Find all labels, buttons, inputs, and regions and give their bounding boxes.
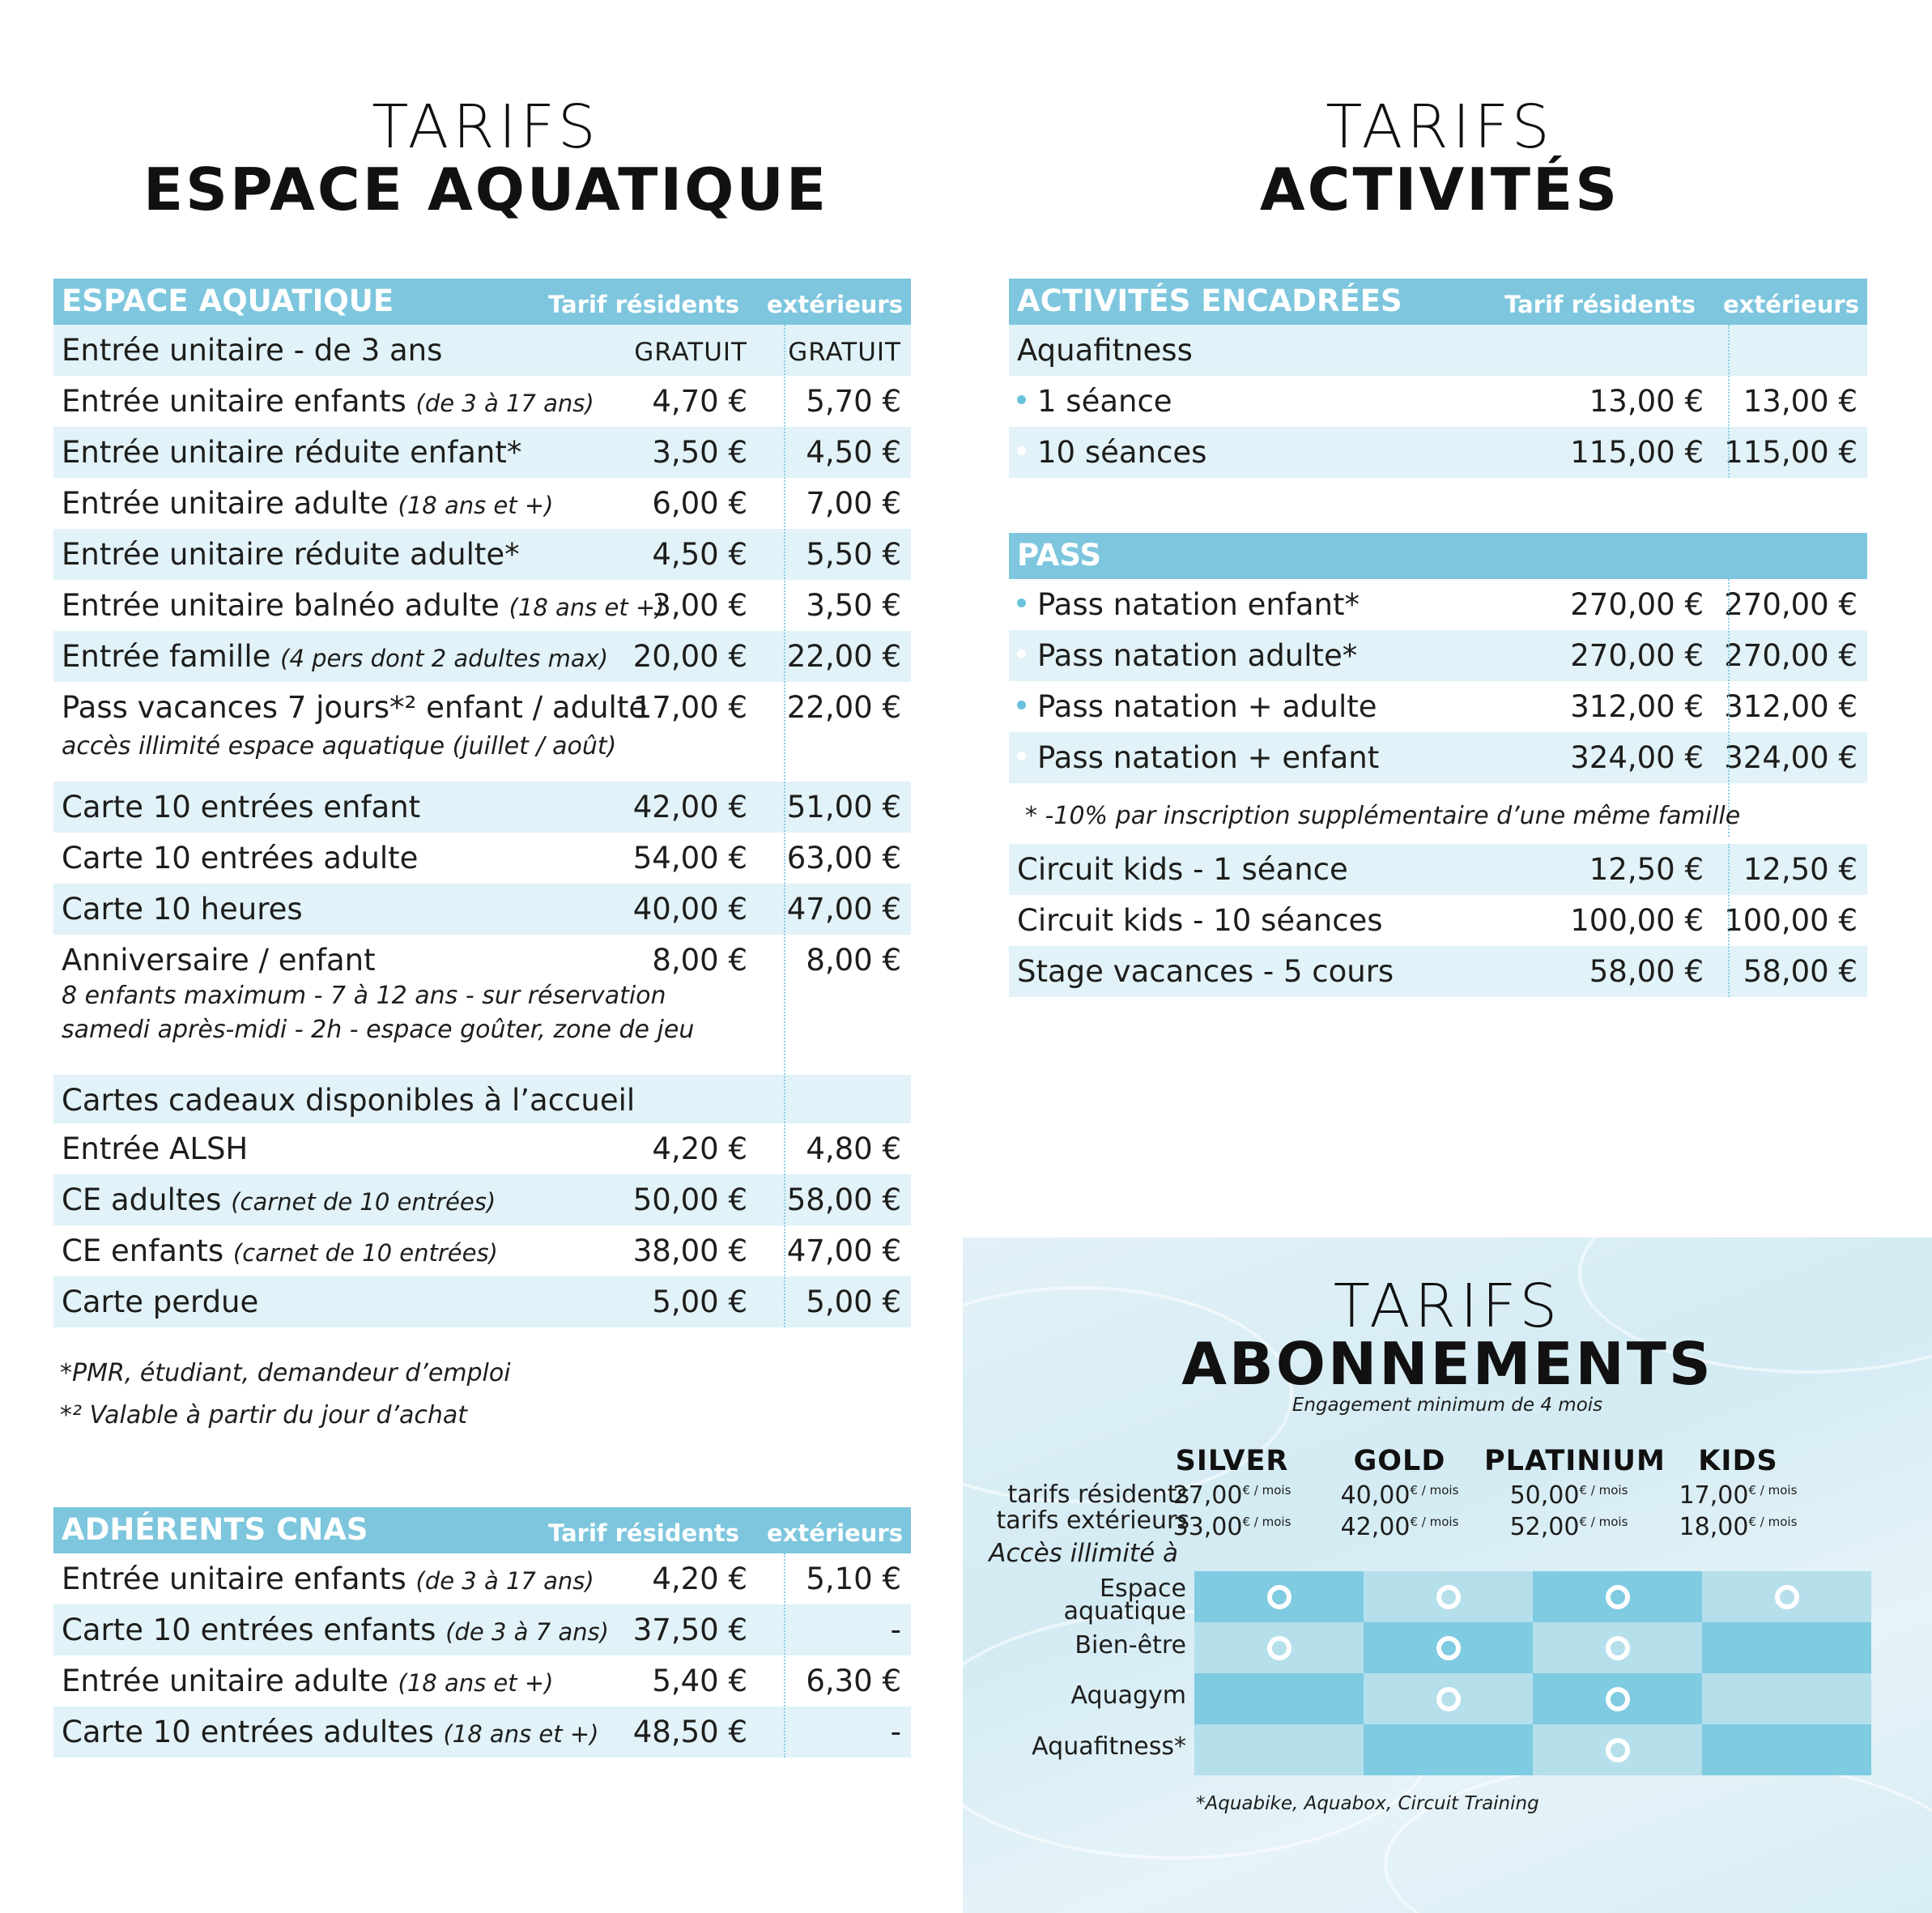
bullet-icon bbox=[1017, 701, 1026, 709]
price-residents: 20,00 € bbox=[632, 639, 747, 674]
feature-cell bbox=[1533, 1571, 1702, 1622]
plan-price-ext bbox=[1653, 1509, 1823, 1540]
engagement-note: Engagement minimum de 4 mois bbox=[1292, 1395, 1603, 1416]
price-residents: 4,70 € bbox=[652, 384, 747, 419]
price-residents: 40,00 € bbox=[632, 892, 747, 927]
price-residents: 54,00 € bbox=[632, 841, 747, 876]
row-label-qualifier: (18 ans et +) bbox=[443, 1720, 599, 1748]
row-label bbox=[1017, 333, 1193, 368]
price-exterieurs: 3,50 € bbox=[806, 588, 901, 623]
row-label bbox=[1017, 638, 1357, 673]
table-row bbox=[53, 833, 911, 884]
feature-cell bbox=[1194, 1622, 1364, 1673]
feature-cell bbox=[1364, 1673, 1533, 1724]
adherents-cnas-table bbox=[53, 1507, 911, 1757]
row-label-text: Pass natation adulte* bbox=[1037, 638, 1358, 673]
bullet-icon bbox=[1017, 599, 1026, 607]
table-row bbox=[53, 427, 911, 478]
header-col-exterieurs: extérieurs bbox=[1722, 291, 1859, 318]
row-label-text: Carte 10 entrées adultes bbox=[62, 1715, 434, 1749]
table-row bbox=[1009, 579, 1867, 630]
price-residents: 270,00 € bbox=[1570, 587, 1704, 622]
column-separator bbox=[1728, 844, 1730, 997]
abonnements-panel bbox=[963, 1238, 1932, 1913]
price-exterieurs: 47,00 € bbox=[786, 1233, 901, 1268]
price-exterieurs: 4,50 € bbox=[806, 435, 901, 470]
row-label bbox=[62, 1083, 635, 1118]
plan-name: PLATINIUM bbox=[1484, 1445, 1666, 1477]
feature-cell bbox=[1194, 1673, 1364, 1724]
price-exterieurs: 270,00 € bbox=[1724, 587, 1858, 622]
feature-label: Bien-être bbox=[1075, 1631, 1186, 1659]
plan-price-res bbox=[1653, 1477, 1823, 1509]
price-exterieurs: 5,00 € bbox=[806, 1285, 901, 1319]
row-label bbox=[62, 435, 521, 470]
plan-price-ext bbox=[1147, 1509, 1317, 1540]
table-row bbox=[53, 1276, 911, 1327]
row-label bbox=[62, 588, 665, 623]
row-label-text: Stage vacances - 5 cours bbox=[1017, 954, 1394, 989]
row-label bbox=[62, 639, 608, 674]
feature-label: Espace aquatique bbox=[1063, 1574, 1186, 1625]
row-label-text: Carte 10 entrées enfants bbox=[62, 1613, 436, 1647]
title-activites bbox=[1035, 92, 1845, 224]
row-label bbox=[62, 333, 442, 368]
row-label-text: Cartes cadeaux disponibles à l’accueil bbox=[62, 1083, 636, 1118]
table-row bbox=[53, 580, 911, 631]
column-separator bbox=[1728, 325, 1730, 478]
table-row bbox=[53, 631, 911, 682]
label-acces-illimite: Accès illimité à bbox=[989, 1539, 1178, 1568]
price-exterieurs: 22,00 € bbox=[786, 690, 901, 725]
header-title: ESPACE AQUATIQUE bbox=[62, 283, 394, 318]
header-col-exterieurs: extérieurs bbox=[766, 1519, 903, 1547]
row-label-qualifier: (carnet de 10 entrées) bbox=[231, 1188, 496, 1216]
header-title: PASS bbox=[1017, 538, 1101, 573]
price-exterieurs: 100,00 € bbox=[1724, 903, 1858, 938]
table-row bbox=[1009, 681, 1867, 732]
price-residents: 270,00 € bbox=[1570, 638, 1704, 673]
title-line1: TARIFS bbox=[1326, 92, 1554, 162]
row-label-text: Entrée unitaire réduite enfant* bbox=[62, 435, 522, 470]
table-row bbox=[53, 682, 911, 782]
price-exterieurs: 58,00 € bbox=[1743, 954, 1858, 989]
row-label-text: Entrée unitaire enfants bbox=[62, 1562, 406, 1596]
row-label-qualifier: (de 3 à 17 ans) bbox=[415, 1567, 594, 1595]
row-label-qualifier: (18 ans et +) bbox=[509, 594, 665, 621]
bullet-icon bbox=[1017, 650, 1026, 658]
row-label-text: Carte 10 entrées adulte bbox=[62, 841, 419, 876]
row-label-text: 1 séance bbox=[1037, 384, 1172, 419]
table-row bbox=[1009, 427, 1867, 478]
table-row bbox=[53, 884, 911, 935]
table-row bbox=[53, 1174, 911, 1225]
price-residents: 48,50 € bbox=[632, 1715, 747, 1749]
row-label-text: Entrée unitaire réduite adulte* bbox=[62, 537, 520, 572]
row-label bbox=[62, 1182, 496, 1217]
row-label-text: Circuit kids - 1 séance bbox=[1017, 852, 1348, 887]
price-residents: 17,00 € bbox=[632, 690, 747, 725]
price-exterieurs: 5,10 € bbox=[806, 1562, 901, 1596]
price-value: 52,00 bbox=[1509, 1513, 1580, 1541]
price-exterieurs: 270,00 € bbox=[1724, 638, 1858, 673]
column-separator bbox=[1728, 579, 1730, 837]
row-label-text: CE enfants bbox=[62, 1233, 224, 1268]
row-label bbox=[1017, 689, 1377, 724]
table-row bbox=[1009, 946, 1867, 997]
row-label bbox=[62, 1131, 248, 1166]
price-residents: GRATUIT bbox=[634, 338, 747, 367]
row-label bbox=[1017, 740, 1379, 775]
pass-table bbox=[1009, 533, 1867, 783]
table-row bbox=[1009, 895, 1867, 946]
included-icon bbox=[1775, 1585, 1799, 1609]
header-col-exterieurs: extérieurs bbox=[766, 291, 903, 318]
footnote-valable: *² Valable à partir du jour d’achat bbox=[60, 1401, 468, 1429]
row-label-text: 10 séances bbox=[1037, 435, 1207, 470]
table-row bbox=[53, 1553, 911, 1604]
row-label-text: CE adultes bbox=[62, 1182, 222, 1217]
price-residents: 58,00 € bbox=[1589, 954, 1704, 989]
price-residents: 37,50 € bbox=[632, 1613, 747, 1647]
bullet-icon bbox=[1017, 752, 1026, 761]
feature-cell bbox=[1533, 1622, 1702, 1673]
table-row bbox=[53, 1075, 911, 1123]
row-label bbox=[62, 1562, 594, 1596]
row-label-text: Entrée unitaire adulte bbox=[62, 1664, 389, 1698]
circuit-kids-table bbox=[1009, 844, 1867, 997]
row-label-qualifier: (4 pers dont 2 adultes max) bbox=[280, 645, 609, 672]
price-exterieurs: 58,00 € bbox=[786, 1182, 901, 1217]
header-col-residents: Tarif résidents bbox=[1504, 291, 1696, 318]
price-exterieurs: 12,50 € bbox=[1743, 852, 1858, 887]
table-row bbox=[53, 1604, 911, 1655]
price-exterieurs: 22,00 € bbox=[786, 639, 901, 674]
price-residents: 3,50 € bbox=[652, 435, 747, 470]
price-unit: € / mois bbox=[1410, 1515, 1459, 1529]
row-label-qualifier: (carnet de 10 entrées) bbox=[232, 1239, 498, 1267]
row-label bbox=[1017, 587, 1360, 622]
column-separator bbox=[784, 1553, 785, 1757]
included-icon bbox=[1606, 1585, 1630, 1609]
plan-name: GOLD bbox=[1353, 1445, 1446, 1477]
table-row bbox=[1009, 630, 1867, 681]
row-label-text: Entrée unitaire balnéo adulte bbox=[62, 588, 500, 623]
water-ripple-decoration bbox=[1384, 1756, 1932, 1913]
bullet-icon bbox=[1017, 446, 1026, 455]
row-label bbox=[62, 841, 418, 876]
header-col-residents: Tarif résidents bbox=[548, 1519, 739, 1547]
price-residents: 38,00 € bbox=[632, 1233, 747, 1268]
row-label bbox=[62, 1715, 598, 1749]
row-label bbox=[62, 1613, 609, 1647]
table-row bbox=[53, 1123, 911, 1174]
row-label bbox=[62, 943, 376, 978]
included-icon bbox=[1436, 1585, 1461, 1609]
row-label-qualifier: (de 3 à 17 ans) bbox=[415, 390, 594, 417]
price-exterieurs: - bbox=[890, 1715, 901, 1749]
price-exterieurs: 5,70 € bbox=[806, 384, 901, 419]
table-header bbox=[1009, 279, 1867, 325]
row-label-text: Circuit kids - 10 séances bbox=[1017, 903, 1383, 938]
row-label-qualifier: (18 ans et +) bbox=[398, 1669, 554, 1697]
feature-cell bbox=[1702, 1571, 1871, 1622]
feature-cell bbox=[1702, 1724, 1871, 1775]
price-exterieurs: 6,30 € bbox=[806, 1664, 901, 1698]
row-label-text: Aquafitness bbox=[1017, 333, 1193, 368]
plan-platinium bbox=[1484, 1445, 1666, 1541]
table-row bbox=[1009, 732, 1867, 783]
price-exterieurs: 4,80 € bbox=[806, 1131, 901, 1166]
table-row bbox=[53, 935, 911, 1075]
price-residents: 312,00 € bbox=[1570, 689, 1704, 724]
price-residents: 50,00 € bbox=[632, 1182, 747, 1217]
row-label-text: Carte 10 entrées enfant bbox=[62, 790, 421, 824]
title-line1: TARIFS bbox=[372, 92, 600, 162]
row-label bbox=[1017, 852, 1348, 887]
espace-aquatique-table bbox=[53, 279, 911, 1327]
title-line2: ABONNEMENTS bbox=[1181, 1330, 1713, 1398]
included-icon bbox=[1267, 1585, 1292, 1609]
row-label-text: Entrée ALSH bbox=[62, 1131, 249, 1166]
price-residents: 324,00 € bbox=[1570, 740, 1704, 775]
feature-cell bbox=[1194, 1724, 1364, 1775]
price-unit: € / mois bbox=[1410, 1483, 1459, 1498]
plan-price-res bbox=[1315, 1477, 1484, 1509]
included-icon bbox=[1436, 1687, 1461, 1711]
feature-cell bbox=[1364, 1622, 1533, 1673]
price-residents: 13,00 € bbox=[1589, 384, 1704, 419]
price-value: 42,00 bbox=[1340, 1513, 1411, 1541]
price-unit: € / mois bbox=[1579, 1483, 1628, 1498]
table-row bbox=[53, 529, 911, 580]
table-row bbox=[1009, 376, 1867, 427]
price-residents: 4,20 € bbox=[652, 1562, 747, 1596]
row-label-text: Entrée famille bbox=[62, 639, 271, 674]
price-residents: 6,00 € bbox=[652, 486, 747, 521]
row-label bbox=[62, 486, 553, 521]
price-value: 18,00 bbox=[1679, 1513, 1749, 1541]
row-label-text: Entrée unitaire adulte bbox=[62, 486, 389, 521]
included-icon bbox=[1267, 1636, 1292, 1660]
price-unit: € / mois bbox=[1242, 1483, 1292, 1498]
table-row bbox=[1009, 844, 1867, 895]
price-unit: € / mois bbox=[1579, 1515, 1628, 1529]
header-title: ACTIVITÉS ENCADRÉES bbox=[1017, 283, 1402, 318]
feature-label: Aquafitness* bbox=[1032, 1732, 1186, 1761]
price-residents: 5,00 € bbox=[652, 1285, 747, 1319]
table-row bbox=[53, 1225, 911, 1276]
plan-price-ext bbox=[1484, 1509, 1653, 1540]
price-residents: 100,00 € bbox=[1570, 903, 1704, 938]
table-row bbox=[53, 376, 911, 427]
feature-cell bbox=[1364, 1571, 1533, 1622]
plan-name: SILVER bbox=[1175, 1445, 1289, 1477]
row-label-text: Carte perdue bbox=[62, 1285, 259, 1319]
title-line1: TARIFS bbox=[1333, 1272, 1562, 1341]
price-value: 27,00 bbox=[1172, 1481, 1243, 1510]
feature-cell bbox=[1194, 1571, 1364, 1622]
plan-kids bbox=[1653, 1445, 1823, 1540]
row-label-text: Entrée unitaire enfants bbox=[62, 384, 406, 419]
included-icon bbox=[1606, 1687, 1630, 1711]
price-exterieurs: 115,00 € bbox=[1724, 435, 1858, 470]
row-label bbox=[62, 1664, 553, 1698]
row-label bbox=[62, 892, 303, 927]
activites-encadrees-table bbox=[1009, 279, 1867, 478]
price-unit: € / mois bbox=[1748, 1483, 1798, 1498]
row-label bbox=[1017, 435, 1206, 470]
title-line2: ACTIVITÉS bbox=[1259, 156, 1620, 224]
price-exterieurs: 7,00 € bbox=[806, 486, 901, 521]
table-row bbox=[53, 782, 911, 833]
table-row bbox=[53, 1706, 911, 1757]
price-exterieurs: 47,00 € bbox=[786, 892, 901, 927]
title-espace-aquatique bbox=[81, 92, 891, 224]
price-exterieurs: 51,00 € bbox=[786, 790, 901, 824]
feature-cell bbox=[1364, 1724, 1533, 1775]
price-value: 40,00 bbox=[1340, 1481, 1411, 1510]
feature-cell bbox=[1533, 1673, 1702, 1724]
table-row bbox=[1009, 325, 1867, 376]
row-label-qualifier: (18 ans et +) bbox=[398, 492, 554, 519]
price-residents: 4,50 € bbox=[652, 537, 747, 572]
row-label-qualifier: (de 3 à 7 ans) bbox=[445, 1618, 609, 1646]
row-label bbox=[62, 537, 520, 572]
table-row bbox=[53, 1655, 911, 1706]
row-label bbox=[62, 1233, 498, 1268]
feature-cell bbox=[1533, 1724, 1702, 1775]
footnote-pmr: *PMR, étudiant, demandeur d’emploi bbox=[60, 1359, 511, 1387]
price-residents: 12,50 € bbox=[1589, 852, 1704, 887]
plan-silver bbox=[1147, 1445, 1317, 1540]
table-row bbox=[53, 325, 911, 376]
price-residents: 8,00 € bbox=[652, 943, 747, 978]
plan-name: KIDS bbox=[1698, 1445, 1778, 1477]
price-residents: 5,40 € bbox=[652, 1664, 747, 1698]
price-exterieurs: 8,00 € bbox=[806, 943, 901, 978]
plan-price-ext bbox=[1315, 1509, 1484, 1540]
row-note: samedi après-midi - 2h - espace goûter, zone de jeu bbox=[62, 1016, 695, 1044]
row-label bbox=[1017, 954, 1394, 989]
price-exterieurs: - bbox=[890, 1613, 901, 1647]
row-label-text: Anniversaire / enfant bbox=[62, 943, 376, 978]
feature-cell bbox=[1702, 1673, 1871, 1724]
row-label-text: Pass natation + enfant bbox=[1037, 740, 1380, 775]
price-exterieurs: 5,50 € bbox=[806, 537, 901, 572]
label-tarifs-exterieurs: tarifs extérieurs bbox=[996, 1506, 1189, 1535]
row-label-text: Carte 10 heures bbox=[62, 892, 303, 927]
feature-label: Aquagym bbox=[1070, 1681, 1186, 1710]
row-label bbox=[62, 690, 647, 725]
row-label bbox=[62, 790, 420, 824]
plan-price-res bbox=[1147, 1477, 1317, 1509]
row-label-text: Pass natation enfant* bbox=[1037, 587, 1360, 622]
row-label-text: Pass vacances 7 jours*² enfant / adulte bbox=[62, 690, 648, 725]
label-tarifs-residents: tarifs résidents bbox=[1007, 1481, 1189, 1509]
price-value: 33,00 bbox=[1172, 1513, 1243, 1541]
row-note: 8 enfants maximum - 7 à 12 ans - sur réservation bbox=[62, 982, 666, 1010]
header-title: ADHÉRENTS CNAS bbox=[62, 1512, 368, 1547]
price-residents: 42,00 € bbox=[632, 790, 747, 824]
plan-gold bbox=[1315, 1445, 1484, 1540]
row-label bbox=[62, 384, 594, 419]
table-header bbox=[53, 279, 911, 325]
price-exterieurs: GRATUIT bbox=[788, 338, 901, 367]
price-exterieurs: 13,00 € bbox=[1743, 384, 1858, 419]
row-label bbox=[1017, 903, 1383, 938]
row-label-text: Pass natation + adulte bbox=[1037, 689, 1377, 724]
header-col-residents: Tarif résidents bbox=[548, 291, 739, 318]
row-label-text: Entrée unitaire - de 3 ans bbox=[62, 333, 443, 368]
price-unit: € / mois bbox=[1748, 1515, 1798, 1529]
pass-note: * -10% par inscription supplémentaire d’une même famille bbox=[1025, 802, 1741, 830]
included-icon bbox=[1606, 1738, 1630, 1762]
price-residents: 115,00 € bbox=[1570, 435, 1704, 470]
row-label bbox=[1017, 384, 1172, 419]
included-icon bbox=[1606, 1636, 1630, 1660]
price-value: 17,00 bbox=[1679, 1481, 1749, 1510]
row-label bbox=[62, 1285, 258, 1319]
price-value: 50,00 bbox=[1509, 1481, 1580, 1510]
column-separator bbox=[784, 325, 785, 1327]
included-icon bbox=[1436, 1636, 1461, 1660]
title-abonnements bbox=[963, 1272, 1932, 1398]
feature-cell bbox=[1702, 1622, 1871, 1673]
title-line2: ESPACE AQUATIQUE bbox=[143, 156, 829, 224]
price-residents: 4,20 € bbox=[652, 1131, 747, 1166]
row-note: accès illimité espace aquatique (juillet / août) bbox=[62, 732, 617, 761]
price-unit: € / mois bbox=[1242, 1515, 1292, 1529]
price-exterieurs: 324,00 € bbox=[1724, 740, 1858, 775]
price-residents: 3,00 € bbox=[652, 588, 747, 623]
table-row bbox=[53, 478, 911, 529]
plan-price-res bbox=[1484, 1477, 1653, 1509]
table-header bbox=[1009, 533, 1867, 579]
aquafitness-footnote: *Aquabike, Aquabox, Circuit Training bbox=[1196, 1793, 1539, 1814]
price-exterieurs: 312,00 € bbox=[1724, 689, 1858, 724]
bullet-icon bbox=[1017, 395, 1026, 404]
price-exterieurs: 63,00 € bbox=[786, 841, 901, 876]
table-header bbox=[53, 1507, 911, 1553]
